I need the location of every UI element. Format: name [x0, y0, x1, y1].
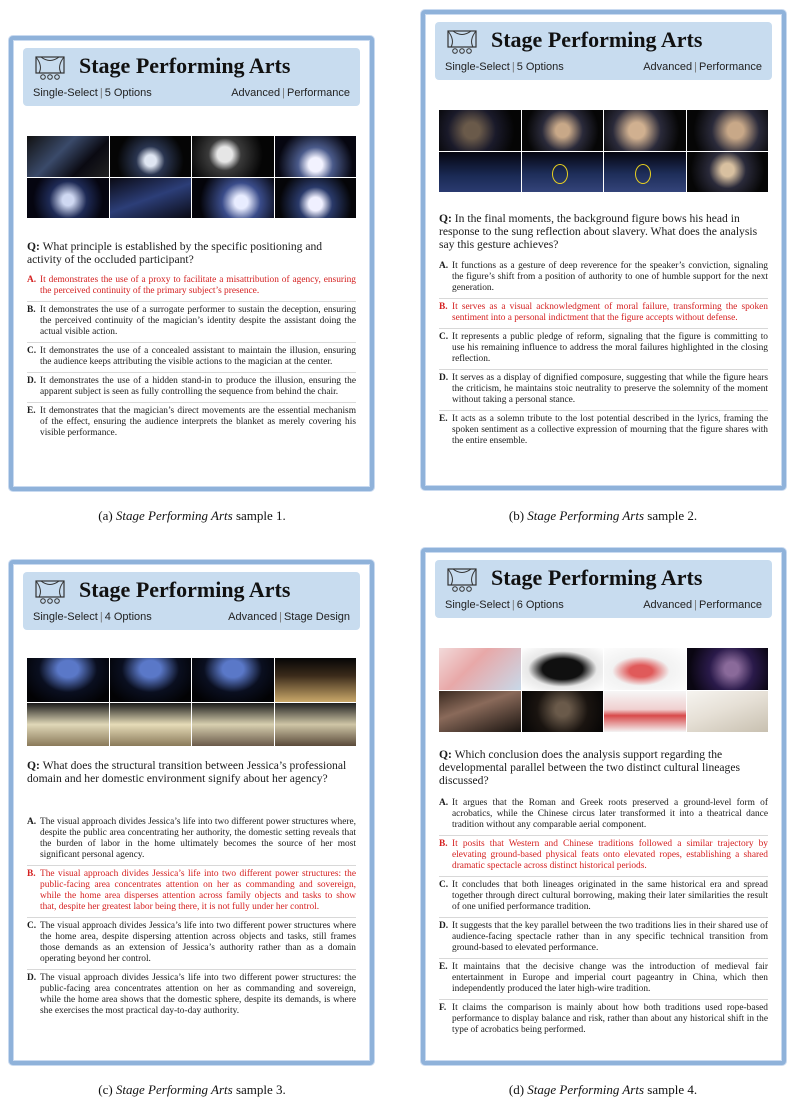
level-tag: Advanced — [228, 611, 278, 623]
option-text: It demonstrates the use of a concealed assistant to maintain the illusion, ensuring the audience keeps attributing the visible actions to the magician at the center. — [40, 346, 356, 367]
option-item — [439, 958, 768, 999]
option-item — [27, 402, 356, 443]
option-text: The visual approach divides Jessica’s life into two different power structures where, despite the public area concentrating her authority, the domestic setting reveals that the burden of labor in the home ultimately becomes the source of her most significant personal agency. — [40, 817, 356, 860]
option-letter: D. — [439, 373, 449, 383]
video-frame — [275, 136, 357, 177]
option-text: It claims the comparison is mainly about how both traditions used rope-based performance to display balance and risk, rather than about any historical shift in the type of acrobatics being performed. — [452, 1003, 768, 1035]
option-item — [439, 999, 768, 1040]
question — [439, 748, 768, 787]
option-letter: A. — [439, 798, 449, 808]
caption-suffix: sample 1. — [235, 508, 286, 523]
caption-suffix: sample 4. — [647, 1082, 698, 1097]
theater-stage-icon — [447, 30, 477, 56]
caption-title: Stage Performing Arts — [115, 1082, 233, 1097]
video-frame — [192, 136, 274, 177]
option-item — [27, 301, 356, 342]
video-frame — [110, 703, 192, 747]
option-letter: A. — [439, 261, 449, 271]
video-frames — [27, 658, 356, 746]
option-text: It demonstrates the use of a surrogate performer to sustain the deception, ensuring the perceived continuity of the magician’s identity despite the assistant doing the actual visible action. — [40, 305, 356, 337]
panel-title: Stage Performing Arts — [491, 27, 703, 52]
caption-prefix: (d) — [508, 1082, 525, 1097]
question-text: Which conclusion does the analysis support regarding the developmental parallel between the two distinct cultural lineages discussed? — [439, 748, 741, 787]
caption-c — [12, 1082, 372, 1098]
question — [27, 240, 356, 266]
option-item — [439, 835, 768, 876]
panel-header — [23, 572, 360, 630]
option-letter: D. — [27, 376, 37, 386]
option-letter: B. — [439, 302, 448, 312]
question-label: Q: — [27, 240, 40, 253]
video-frame — [110, 136, 192, 177]
option-text: It maintains that the decisive change was the introduction of medieval fair entertainment in Europe and imperial court pageantry in China, which then independently produced the later high-wire tradition. — [452, 962, 768, 994]
category-tag: Stage Design — [283, 611, 350, 623]
option-letter: A. — [27, 817, 37, 827]
panel-header — [435, 22, 772, 80]
video-frame — [275, 703, 357, 747]
caption-prefix: (b) — [508, 508, 525, 523]
video-frame — [604, 152, 686, 193]
option-text: It demonstrates that the magician’s direct movements are the essential mechanism of the effect, ensuring the audience interprets the blanket as merely covering his visible performance. — [40, 406, 356, 438]
option-letter: C. — [439, 880, 449, 890]
video-frame — [604, 691, 686, 733]
option-item — [439, 298, 768, 328]
option-text: It posits that Western and Chinese traditions followed a similar trajectory by elevating ground-based physical feats onto elevated ropes, establishing a shared dramatic spectacle across distinct historical periods. — [452, 839, 768, 871]
video-frame — [27, 178, 109, 219]
video-frame — [27, 136, 109, 177]
option-item — [439, 328, 768, 369]
panel-a — [9, 36, 374, 491]
panel-tags: Advanced | Stage Design — [228, 611, 350, 623]
level-tag: Advanced — [231, 87, 281, 99]
question-label: Q: — [27, 759, 40, 772]
question-label: Q: — [439, 212, 452, 225]
caption-title: Stage Performing Arts — [527, 1082, 645, 1097]
theater-stage-icon — [35, 580, 65, 606]
panel-format: Single-Select | 5 Options — [445, 61, 564, 73]
video-frame — [192, 178, 274, 219]
video-frames — [439, 110, 768, 192]
option-text: The visual approach divides Jessica’s life into two different power structures where the home area, despite dispersing attention across objects and tasks, still frames those demands as an extension of Jessica’s authority rather than as a domain operating beyond her control. — [40, 921, 356, 964]
option-text: The visual approach divides Jessica’s life into two different power structures: the public-facing area concentrates attention on her as commanding and sovereign, while the home area disperses attention across family objects and tasks to show that, despite her greatest labor being there, it is not fully under her control. — [40, 869, 356, 912]
panel-format: Single-Select | 4 Options — [33, 611, 152, 623]
option-item — [439, 410, 768, 451]
video-frame — [27, 658, 109, 702]
caption-a — [12, 508, 372, 524]
options-count: 4 Options — [104, 611, 152, 623]
format-label: Single-Select — [445, 599, 510, 611]
option-item — [27, 865, 356, 917]
caption-d — [423, 1082, 783, 1098]
options-count: 5 Options — [516, 61, 564, 73]
option-text: The visual approach divides Jessica’s life into two different power structures: the public-facing area concentrates attention on her as commanding and sovereign, while the home area shows that the domestic sphere, despite its demands, is where she exercises the most practical day-to-day authority. — [40, 973, 356, 1016]
option-letter: C. — [27, 346, 37, 356]
options-count: 5 Options — [104, 87, 152, 99]
format-label: Single-Select — [445, 61, 510, 73]
option-text: It concludes that both lineages originated in the same historical era and spread together through direct cultural borrowing, making their later similarities the result of one unified performance tradition. — [452, 880, 768, 912]
option-letter: D. — [439, 921, 449, 931]
option-item — [439, 876, 768, 917]
option-letter: C. — [439, 332, 449, 342]
video-frame — [192, 703, 274, 747]
video-frames — [439, 648, 768, 732]
video-frame — [604, 648, 686, 690]
video-frame — [275, 178, 357, 219]
panel-format: Single-Select | 5 Options — [33, 87, 152, 99]
caption-prefix: (c) — [98, 1082, 113, 1097]
option-item — [439, 917, 768, 958]
panel-header — [23, 48, 360, 106]
question — [27, 759, 356, 785]
highlight-circle — [635, 164, 651, 184]
options-list — [439, 795, 768, 1040]
option-text: It functions as a gesture of deep reverence for the speaker’s conviction, signaling the figure’s shift from a position of authority to one of humble support for the next generation. — [452, 261, 768, 293]
video-frame — [604, 110, 686, 151]
option-item — [439, 258, 768, 298]
option-item — [27, 372, 356, 402]
category-tag: Performance — [699, 61, 762, 73]
option-text: It acts as a solemn tribute to the lost potential described in the lyrics, framing the spoken sentiment as a collective expression of mourning that the figure shares with the entire ensemble. — [452, 414, 768, 446]
option-text: It demonstrates the use of a proxy to facilitate a misattribution of agency, ensuring the perceived continuity of the primary subject’s presence. — [40, 275, 356, 296]
option-letter: E. — [439, 962, 448, 972]
panel-c — [9, 560, 374, 1065]
video-frame — [110, 658, 192, 702]
video-frame — [687, 152, 769, 193]
options-count: 6 Options — [516, 599, 564, 611]
question-text: What principle is established by the specific positioning and activity of the occluded participant? — [27, 240, 323, 266]
options-list — [439, 258, 768, 451]
options-list — [27, 272, 356, 443]
panel-tags: Advanced | Performance — [643, 61, 762, 73]
video-frame — [192, 658, 274, 702]
option-text: It demonstrates the use of a hidden stand-in to produce the illusion, ensuring the apparent subject is seen as fully controlling the sequence from behind the chair. — [40, 376, 356, 397]
panel-tags: Advanced | Performance — [231, 87, 350, 99]
panel-title: Stage Performing Arts — [79, 53, 291, 78]
question-label: Q: — [439, 748, 452, 761]
panel-header — [435, 560, 772, 618]
level-tag: Advanced — [643, 61, 693, 73]
option-text: It suggests that the key parallel between the two traditions lies in their shared use of audience-facing spectacle rather than in any specific technical transition from ground-based to elevated performance. — [452, 921, 768, 953]
question — [439, 212, 768, 251]
caption-suffix: sample 3. — [235, 1082, 286, 1097]
video-frame — [522, 152, 604, 193]
option-letter: B. — [439, 839, 448, 849]
option-letter: A. — [27, 275, 37, 285]
option-item — [27, 917, 356, 969]
option-letter: B. — [27, 869, 36, 879]
theater-stage-icon — [35, 56, 65, 82]
panel-title: Stage Performing Arts — [79, 577, 291, 602]
option-letter: D. — [27, 973, 37, 983]
caption-b — [423, 508, 783, 524]
option-letter: E. — [439, 414, 448, 424]
video-frame — [439, 110, 521, 151]
level-tag: Advanced — [643, 599, 693, 611]
option-item — [439, 795, 768, 835]
option-text: It argues that the Roman and Greek roots preserved a ground-level form of acrobatics, while the Chinese circus later transformed it into a theatrical dance tradition without any comparable aerial component. — [452, 798, 768, 830]
category-tag: Performance — [699, 599, 762, 611]
question-text: In the final moments, the background figure bows his head in response to the sung reflection about slavery. What does the analysis say this gesture achieves? — [439, 212, 758, 251]
caption-suffix: sample 2. — [647, 508, 698, 523]
video-frame — [522, 110, 604, 151]
option-item — [27, 342, 356, 372]
video-frame — [687, 691, 769, 733]
video-frame — [687, 110, 769, 151]
video-frame — [439, 152, 521, 193]
video-frames — [27, 136, 356, 218]
video-frame — [439, 648, 521, 690]
video-frame — [687, 648, 769, 690]
panel-title: Stage Performing Arts — [491, 565, 703, 590]
panel-b — [421, 10, 786, 490]
option-letter: C. — [27, 921, 37, 931]
option-item — [439, 369, 768, 410]
option-letter: E. — [27, 406, 36, 416]
option-letter: F. — [439, 1003, 447, 1013]
question-text: What does the structural transition between Jessica’s professional domain and her domestic environment signify about her agency? — [27, 759, 347, 785]
format-label: Single-Select — [33, 87, 98, 99]
option-text: It serves as a display of dignified composure, suggesting that while the figure hears the criticism, he maintains stoic neutrality to preserve the solemnity of the moment without taking a personal stance. — [452, 373, 768, 405]
option-letter: B. — [27, 305, 36, 315]
format-label: Single-Select — [33, 611, 98, 623]
caption-prefix: (a) — [98, 508, 113, 523]
panel-format: Single-Select | 6 Options — [445, 599, 564, 611]
option-item — [27, 969, 356, 1021]
category-tag: Performance — [287, 87, 350, 99]
options-list — [27, 814, 356, 1021]
video-frame — [522, 648, 604, 690]
video-frame — [439, 691, 521, 733]
video-frame — [522, 691, 604, 733]
caption-title: Stage Performing Arts — [115, 508, 233, 523]
panel-d — [421, 548, 786, 1065]
video-frame — [110, 178, 192, 219]
video-frame — [27, 703, 109, 747]
panel-tags: Advanced | Performance — [643, 599, 762, 611]
video-frame — [275, 658, 357, 702]
option-text: It serves as a visual acknowledgment of moral failure, transforming the spoken sentiment into a personal indictment that the figure accepts without defense. — [452, 302, 768, 323]
highlight-circle — [552, 164, 568, 184]
option-text: It represents a public pledge of reform, signaling that the figure is committing to use his remaining influence to address the moral failures highlighted in the closing reflection. — [452, 332, 768, 364]
option-item — [27, 814, 356, 865]
caption-title: Stage Performing Arts — [527, 508, 645, 523]
option-item — [27, 272, 356, 301]
theater-stage-icon — [447, 568, 477, 594]
